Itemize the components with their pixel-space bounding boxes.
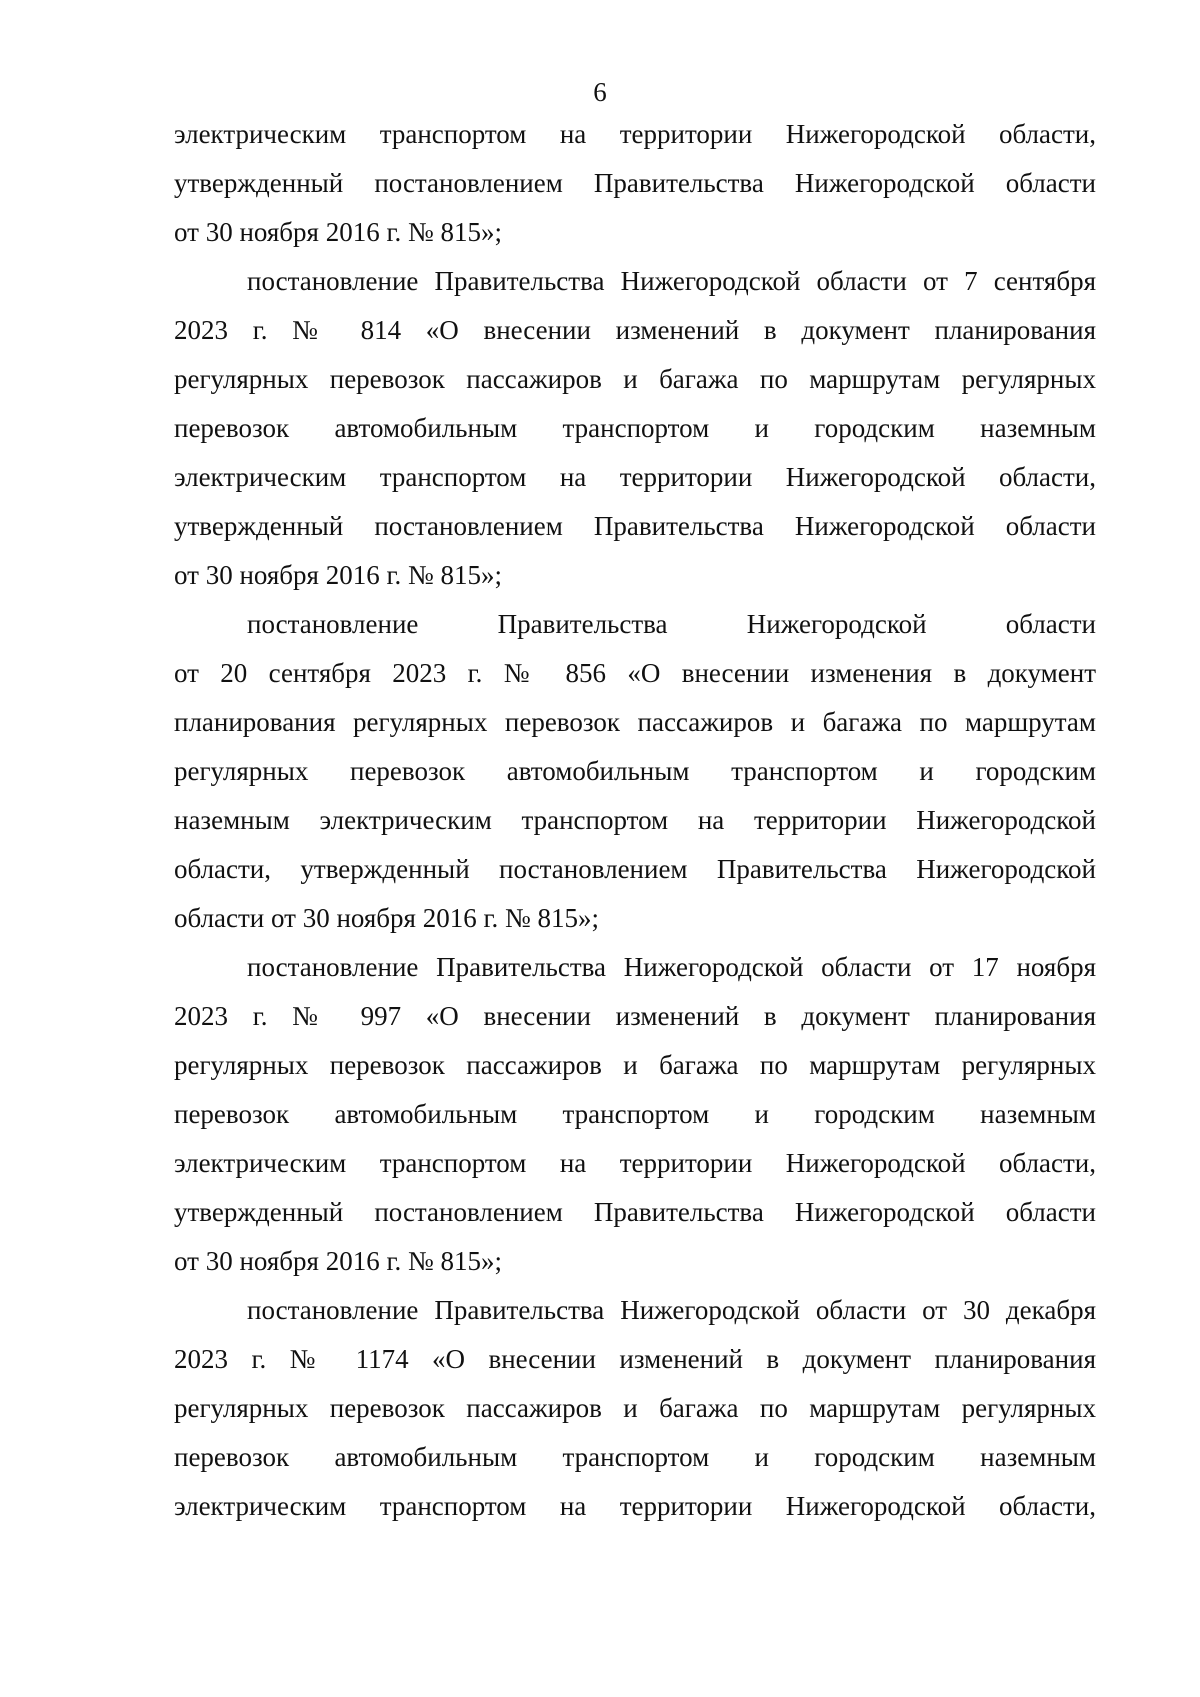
text-line: утвержденный постановлением Правительства Нижегородской области [174, 168, 1096, 198]
text-line: перевозок автомобильным транспортом и городским наземным [174, 1099, 1096, 1129]
text-line: электрическим транспортом на территории Нижегородской области, [174, 1148, 1096, 1178]
text-line: наземным электрическим транспортом на территории Нижегородской [174, 805, 1096, 835]
text-line: постановление Правительства Нижегородской области [247, 609, 1096, 639]
text-line: 2023 г. № 1174 «О внесении изменений в документ планирования [174, 1344, 1096, 1374]
text-line: перевозок автомобильным транспортом и городским наземным [174, 1442, 1096, 1472]
text-line: перевозок автомобильным транспортом и городским наземным [174, 413, 1096, 443]
text-line: электрическим транспортом на территории Нижегородской области, [174, 1491, 1096, 1521]
text-line: от 30 ноября 2016 г. № 815»; [174, 560, 502, 590]
text-line: регулярных перевозок пассажиров и багажа по маршрутам регулярных [174, 364, 1096, 394]
text-line: постановление Правительства Нижегородской области от 30 декабря [247, 1295, 1096, 1325]
text-line: регулярных перевозок пассажиров и багажа по маршрутам регулярных [174, 1393, 1096, 1423]
page-number: 6 [593, 77, 607, 107]
text-line: от 20 сентября 2023 г. № 856 «О внесении изменения в документ [174, 658, 1096, 688]
text-line: электрическим транспортом на территории Нижегородской области, [174, 462, 1096, 492]
text-line: от 30 ноября 2016 г. № 815»; [174, 1246, 502, 1276]
text-line: утвержденный постановлением Правительства Нижегородской области [174, 511, 1096, 541]
text-line: постановление Правительства Нижегородской области от 17 ноября [247, 952, 1096, 982]
text-line: электрическим транспортом на территории Нижегородской области, [174, 119, 1096, 149]
text-line: регулярных перевозок пассажиров и багажа по маршрутам регулярных [174, 1050, 1096, 1080]
text-line: области от 30 ноября 2016 г. № 815»; [174, 903, 599, 933]
text-line: постановление Правительства Нижегородской области от 7 сентября [247, 266, 1096, 296]
text-line: 2023 г. № 997 «О внесении изменений в документ планирования [174, 1001, 1096, 1031]
text-line: утвержденный постановлением Правительства Нижегородской области [174, 1197, 1096, 1227]
text-line: от 30 ноября 2016 г. № 815»; [174, 217, 502, 247]
text-line: планирования регулярных перевозок пассажиров и багажа по маршрутам [174, 707, 1096, 737]
text-line: 2023 г. № 814 «О внесении изменений в документ планирования [174, 315, 1096, 345]
text-line: регулярных перевозок автомобильным транспортом и городским [174, 756, 1096, 786]
document-body [174, 110, 1096, 1531]
text-line: области, утвержденный постановлением Правительства Нижегородской [174, 854, 1096, 884]
